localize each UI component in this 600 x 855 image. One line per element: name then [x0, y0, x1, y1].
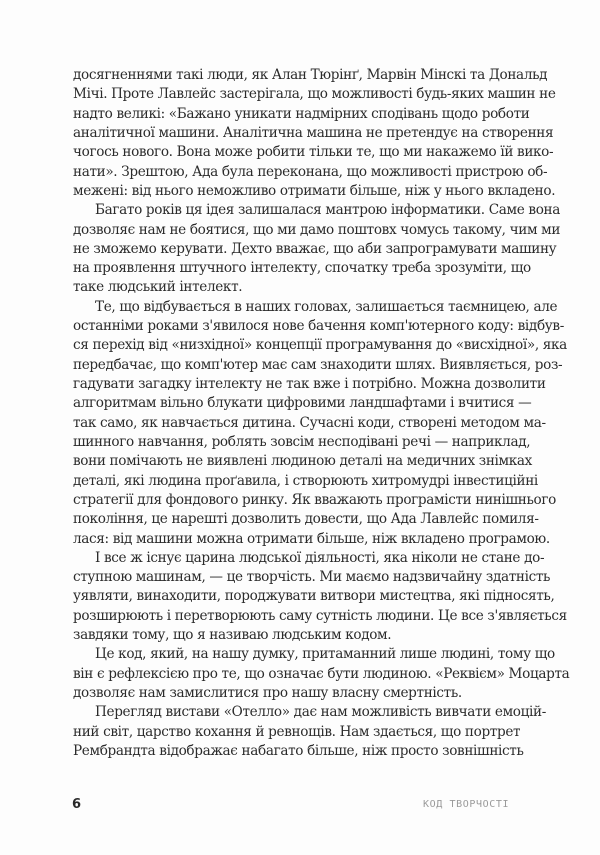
text-line: дозволяє нам не боятися, що ми дамо поштовх чомусь такому, чим ми — [73, 221, 561, 238]
text-line: завдяки тому, що я називаю людським кодом. — [73, 627, 392, 644]
paragraph — [73, 66, 556, 201]
text-line: І все ж існує царина людської діяльності, яка ніколи не стане до- — [95, 549, 545, 566]
text-line: досягненнями такі люди, як Алан Тюрінґ, Марвін Мінскі та Дональд — [73, 67, 548, 83]
paragraph — [73, 549, 567, 646]
text-line: вони помічають не виявлені людиною деталі на медичних знімках — [73, 453, 532, 470]
text-line: деталі, які людина проґавила, і створюють хитромудрі інвестиційні — [73, 472, 538, 489]
text-line: ступною машинам, — це творчість. Ми маємо надзвичайну здатність — [73, 569, 551, 586]
text-line: ний світ, царство кохання й ревнощів. Нам здається, що портрет — [73, 723, 521, 740]
text-line: нати». Зрештою, Ада була переконана, що можливості пристрою об- — [73, 163, 548, 180]
text-line: межені: від нього неможливо отримати більше, ніж у нього вкладено. — [73, 182, 556, 199]
text-line: таке людський інтелект. — [73, 279, 243, 296]
text-line: не зможемо керувати. Дехто вважає, що аби запрограмувати машину — [73, 240, 557, 257]
text-line: лася: від машини можна отримати більше, ніж вкладено програмою. — [73, 530, 550, 547]
text-line: Те, що відбувається в наших головах, залишається таємницею, але — [95, 298, 558, 315]
text-line: шинного навчання, роблять зовсім несподівані речі — наприклад, — [73, 433, 531, 450]
text-line: покоління, це нарешті дозволить довести, що Ада Лавлейс помиля- — [73, 511, 539, 528]
body-text — [73, 66, 570, 761]
text-line: Перегляд вистави «Отелло» дає нам можливість вивчати емоцій- — [95, 704, 546, 721]
paragraph — [73, 298, 567, 549]
text-line: ся перехід від «низхідної» концепції програмування до «висхідної», яка — [73, 337, 567, 354]
text-line: останніми роками з'явилося нове бачення комп'ютерного коду: відбув- — [73, 318, 564, 335]
text-line: чогось нового. Вона може робити тільки те, що ми накажемо їй вико- — [73, 144, 554, 161]
paragraph — [73, 645, 570, 703]
paragraph — [73, 703, 546, 761]
text-line: стратегії для фондового ринку. Як вважають програмісти нинішнього — [73, 491, 556, 508]
page-number: 6 — [72, 797, 82, 812]
text-line: так само, як навчається дитина. Сучасні коди, створені методом ма- — [73, 414, 546, 431]
text-line: Мічі. Проте Лавлейс застерігала, що можливості будь-яких машин не — [73, 86, 556, 103]
text-line: він є рефлексією про те, що означає бути людиною. «Реквієм» Моцарта — [73, 665, 570, 682]
text-line: алгоритмам вільно блукати цифровими ландшафтами і вчитися — — [73, 395, 532, 412]
text-line: Багато років ця ідея залишалася мантрою інформатики. Саме вона — [95, 202, 560, 219]
text-line: Це код, який, на нашу думку, притаманний лише людині, тому що — [95, 646, 555, 663]
text-line: аналітичної машини. Аналітична машина не претендує на створення — [73, 124, 554, 141]
paragraph — [73, 201, 561, 298]
text-line: Рембрандта відображає набагато більше, ніж просто зовнішність — [73, 742, 524, 759]
text-line: гадувати загадку інтелекту не так вже і потрібно. Можна дозволити — [73, 376, 546, 392]
text-line: розширюють і перетворюють саму сутність людини. Це все з'являється — [73, 607, 567, 624]
text-line: дозволяє нам замислитися про нашу власну смертність. — [73, 685, 462, 701]
text-line: уявляти, винаходити, породжувати витвори мистецтва, які підносять, — [73, 588, 555, 605]
text-line: передбачає, що комп'ютер має сам знаходити шлях. Виявляється, роз- — [73, 356, 563, 373]
text-line: на проявлення штучного інтелекту, спочатку треба зрозуміти, що — [73, 260, 531, 277]
running-title: КОД ТВОРЧОСТІ — [423, 799, 510, 810]
text-line: надто великі: «Бажано уникати надмірних сподівань щодо роботи — [73, 105, 530, 122]
